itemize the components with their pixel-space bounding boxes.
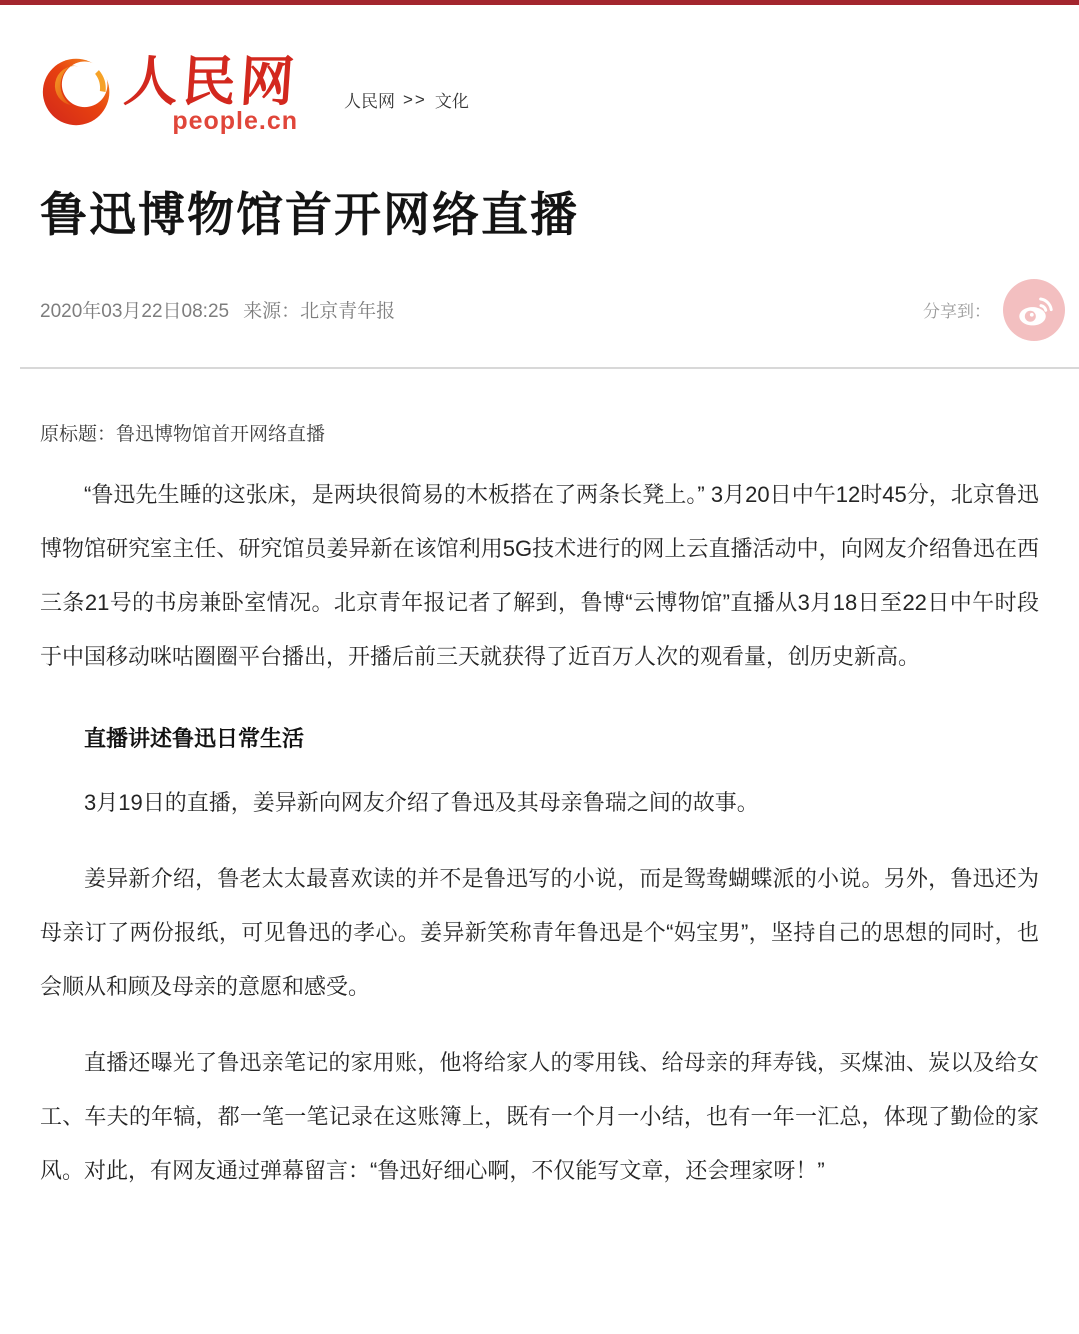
breadcrumb-site-link[interactable]: 人民网 — [344, 92, 395, 111]
publish-date: 2020年03月22日08:25 — [40, 301, 230, 323]
breadcrumb-section-link[interactable]: 文化 — [434, 92, 469, 111]
logo-text-cn: 人民网 — [121, 52, 301, 112]
section-subheading: 直播讲述鲁迅日常生活 — [84, 725, 305, 751]
weibo-icon — [1012, 288, 1056, 332]
original-title-label: 原标题： — [40, 423, 117, 445]
share-area — [923, 279, 1065, 341]
article-paragraph: 直播还曝光了鲁迅亲笔记的家用账，他将给家人的零用钱、给母亲的拜寿钱，买煤油、炭以及给女工、车夫的年犒，都一笔一笔记录在这账簿上，既有一个月一小结，也有一年一汇总，体现了勤俭的家风。对此，有网友通过弹幕留言：“鲁迅好细心啊，不仅能写文章，还会理家呀！” — [40, 1049, 1039, 1183]
article-paragraph: 姜异新介绍，鲁老太太最喜欢读的并不是鲁迅写的小说，而是鸳鸯蝴蝶派的小说。另外，鲁迅还为母亲订了两份报纸，可见鲁迅的孝心。姜异新笑称青年鲁迅是个“妈宝男”，坚持自己的思想的同时，也会顺从和顾及母亲的意愿和感受。 — [40, 865, 1039, 999]
article-paragraph: 3月19日的直播，姜异新向网友介绍了鲁迅及其母亲鲁瑞之间的故事。 — [84, 789, 759, 815]
weibo-share-button[interactable] — [1003, 279, 1065, 341]
source-link[interactable]: 北京青年报 — [300, 301, 396, 323]
article-body — [0, 419, 1079, 1198]
page-title: 鲁迅博物馆首开网络直播 — [40, 188, 579, 241]
logo-text-en: people.cn — [172, 107, 298, 135]
article-meta — [40, 296, 395, 323]
article-meta-row — [40, 279, 1065, 341]
breadcrumb — [344, 87, 469, 112]
original-title: 鲁迅博物馆首开网络直播 — [116, 423, 326, 445]
source-label: 来源： — [243, 301, 301, 323]
site-header — [0, 5, 1079, 136]
share-label: 分享到： — [923, 302, 991, 322]
article-paragraph: “鲁迅先生睡的这张床，是两块很简易的木板搭在了两条长凳上。” 3月20日中午12时45分，北京鲁迅博物馆研究室主任、研究馆员姜异新在该馆利用5G技术进行的网上云直播活动中，向网友介绍鲁迅在西三条21号的书房兼卧室情况。北京青年报记者了解到，鲁博“云博物馆”直播从3月18日至22日中午时段于中国移动咪咕圈圈平台播出，开播后前三天就获得了近百万人次的观看量，创历史新高。 — [40, 481, 1039, 669]
site-logo[interactable] — [40, 52, 301, 136]
original-title-line — [40, 419, 1039, 446]
divider — [20, 367, 1079, 369]
breadcrumb-separator: >> — [403, 89, 427, 109]
people-swirl-icon — [40, 53, 116, 129]
article-page — [0, 186, 1079, 1198]
